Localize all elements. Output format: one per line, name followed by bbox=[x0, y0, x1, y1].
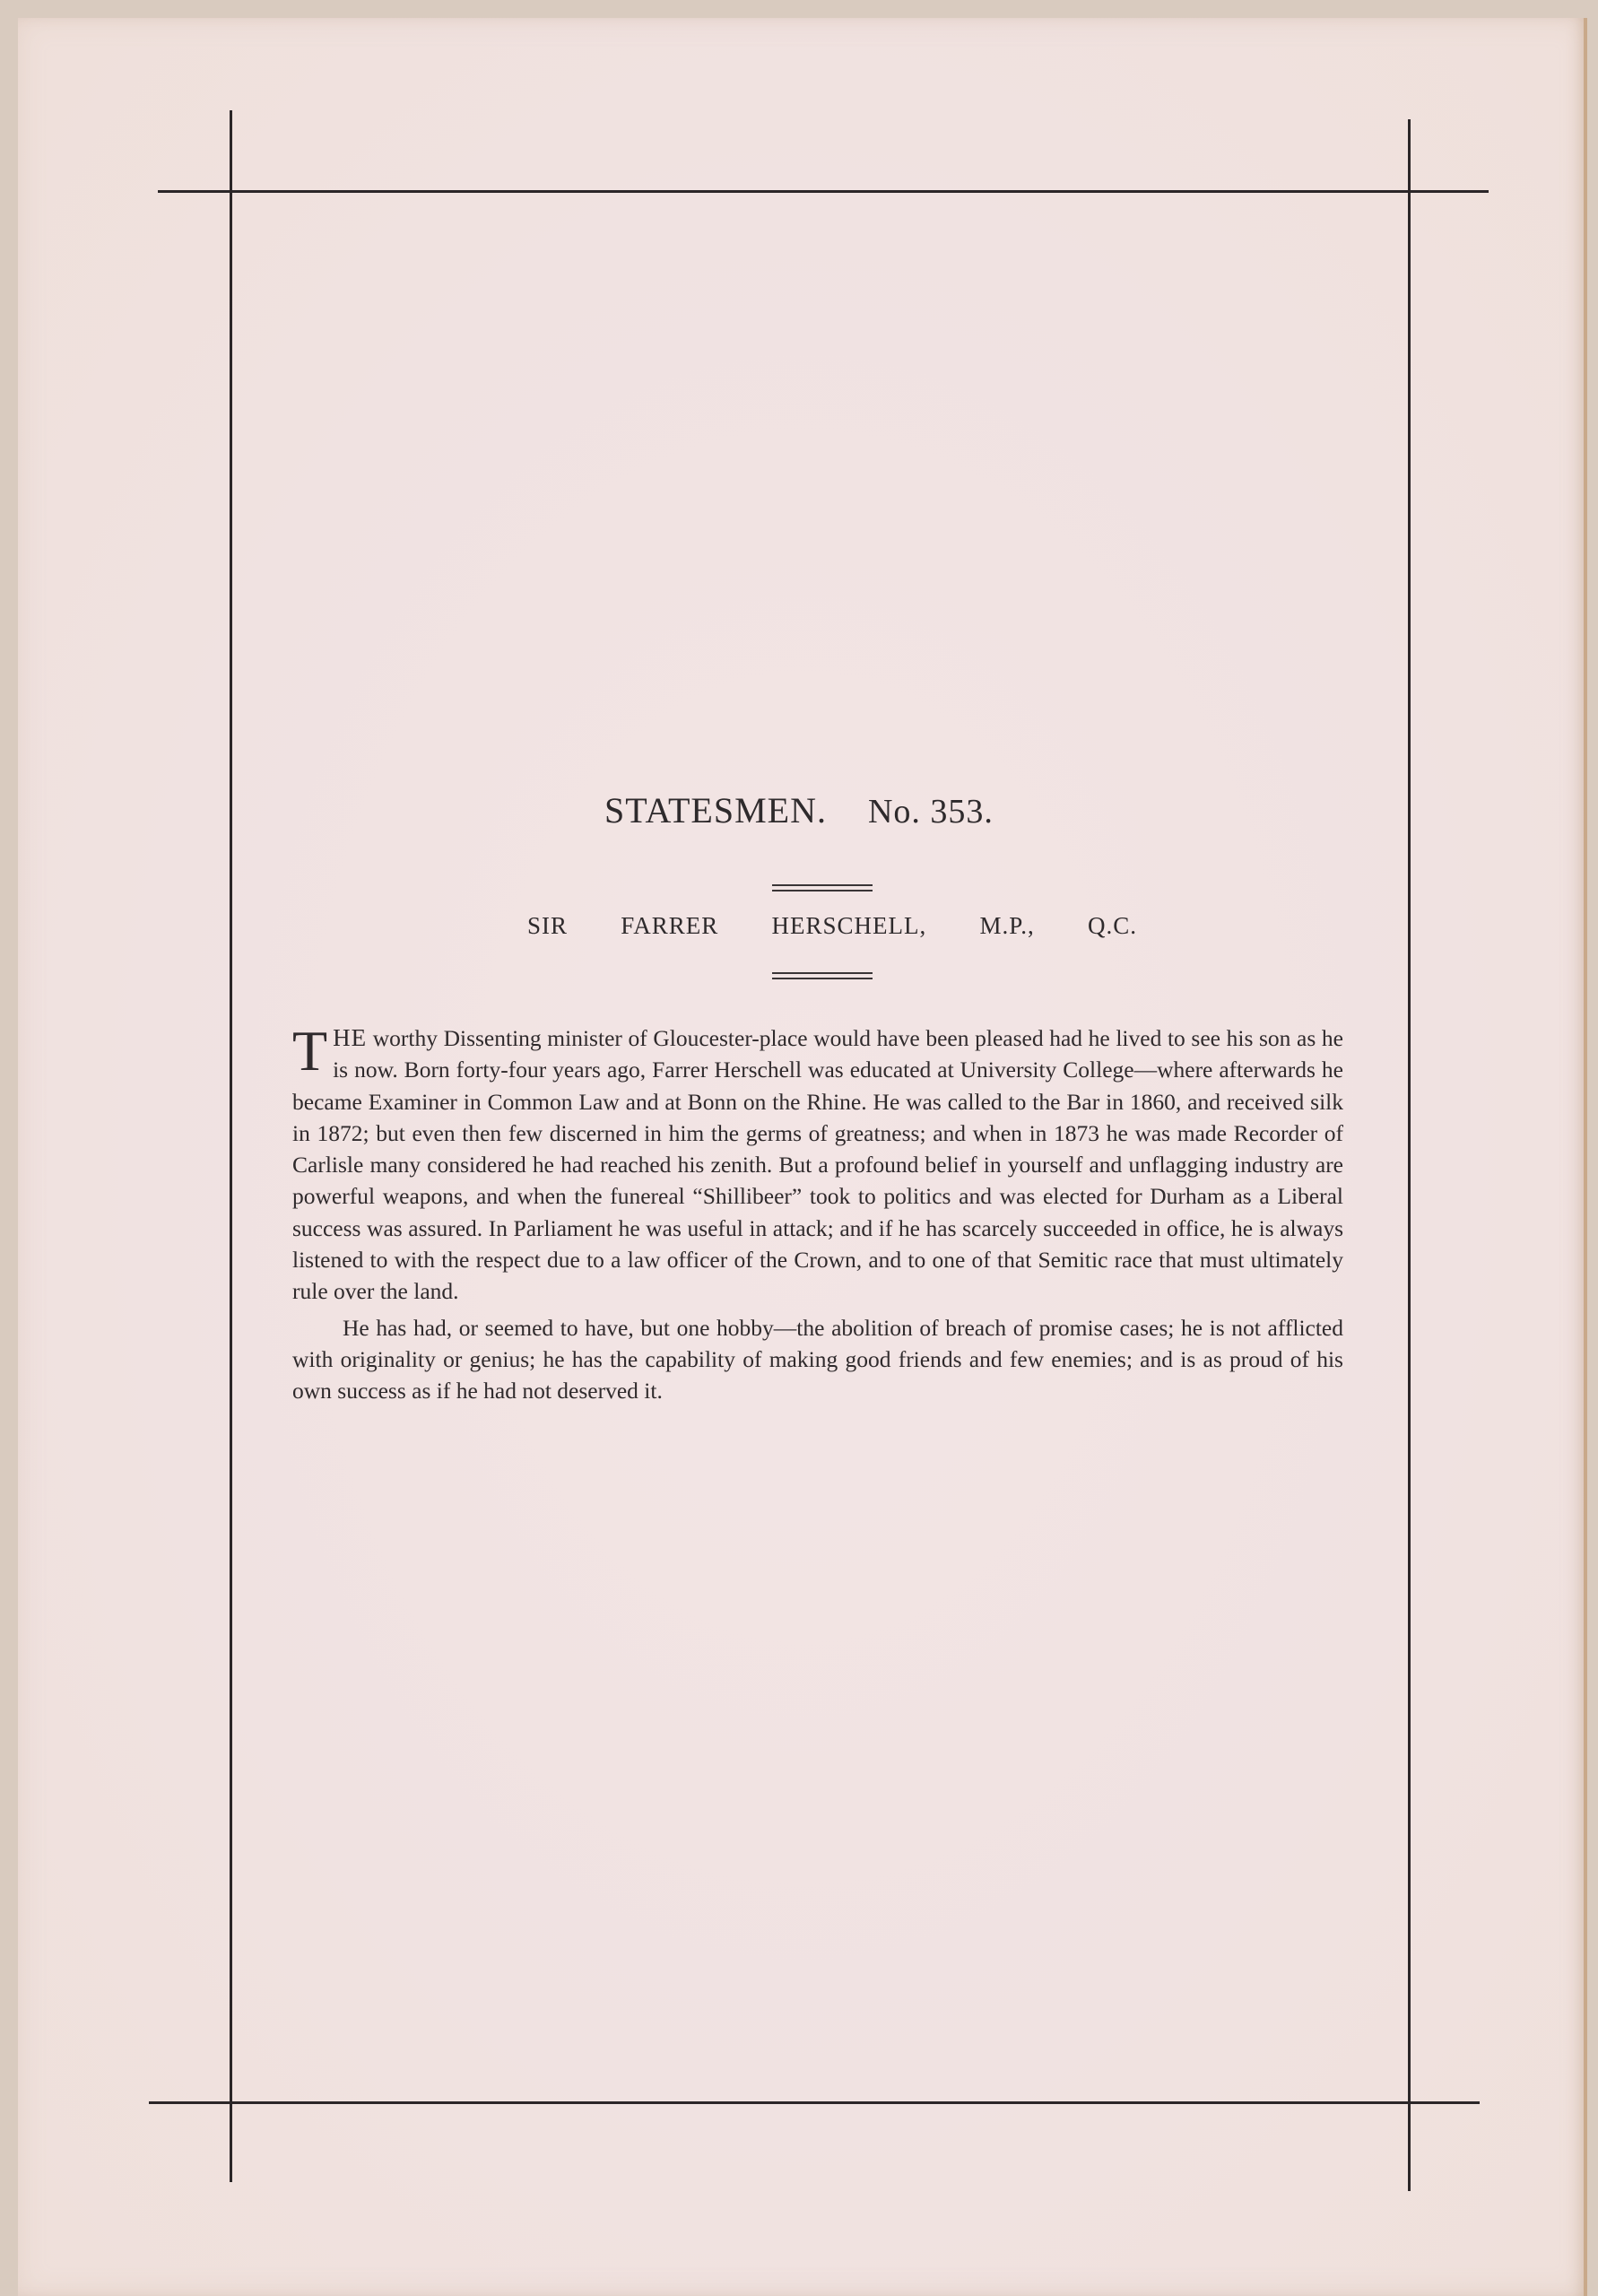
subtitle-word: FARRER bbox=[621, 912, 719, 939]
page-edge bbox=[1584, 18, 1587, 2296]
paragraph-1-text: worthy Dissenting minister of Gloucester-place would have been pleased had he lived to see his son as he is now. Born forty-four years ago, Farrer Herschell was educated at University College—where afterwards he became Examiner in Common Law and at Bonn on the Rhine. He was called to the Bar in 1860, and received silk in 1872; but even then few discerned in him the germs of greatness; and when in 1873 he was made Recorder of Carlisle many considered he had reached his zenith. But a profound belief in yourself and unflagging industry are powerful weapons, and when the funereal “Shillibeer” took to politics and was elected for Durham as a Liberal success was assured. In Parliament he was useful in attack; and if he has scarcely succeeded in office, he is always listened to with the respect due to a law officer of the Crown, and to one of that Semitic race that must ultimately rule over the land. bbox=[292, 1025, 1343, 1305]
frame-bottom-rule bbox=[149, 2101, 1480, 2104]
subtitle-word: M.P., bbox=[979, 912, 1035, 939]
subtitle-word: HERSCHELL, bbox=[771, 912, 927, 939]
title-number: No. 353. bbox=[867, 793, 994, 831]
frame-right-rule bbox=[1408, 119, 1411, 2191]
subtitle bbox=[527, 912, 1137, 940]
frame-top-rule bbox=[158, 190, 1489, 193]
title-text: STATESMEN. bbox=[604, 790, 827, 831]
lead-word: HE bbox=[333, 1024, 368, 1051]
drop-cap: T bbox=[292, 1019, 328, 1083]
paragraph-1 bbox=[292, 1019, 1343, 1308]
double-rule-upper bbox=[772, 884, 873, 891]
page-title bbox=[0, 789, 1598, 831]
subtitle-word: SIR bbox=[527, 912, 569, 939]
article-body bbox=[292, 1019, 1343, 1407]
double-rule-lower bbox=[772, 972, 873, 979]
frame-left-rule bbox=[230, 110, 232, 2182]
paragraph-2: He has had, or seemed to have, but one hobby—the abolition of breach of promise cases; he is not afflicted with originality or genius; he has the capability of making good friends and few enemies; and is as proud of his own success as if he had not deserved it. bbox=[292, 1314, 1343, 1405]
subtitle-word: Q.C. bbox=[1087, 912, 1137, 939]
